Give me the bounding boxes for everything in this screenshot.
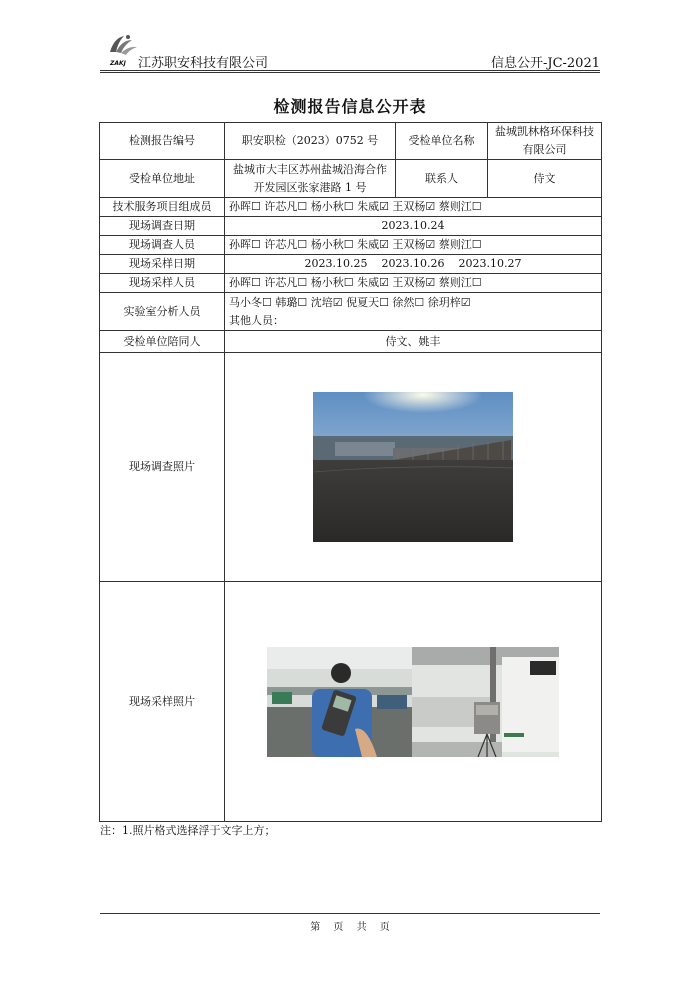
sampling-staff-value: 孙晖☐ 许芯凡☐ 杨小秋☐ 朱威☑ 王双杨☑ 蔡则江☐ (225, 274, 602, 293)
footnote: 注：1.照片格式选择浮于文字上方； (100, 824, 276, 837)
header-rule-double (100, 72, 600, 73)
page-title: 检测报告信息公开表 (273, 97, 427, 116)
lab-staff-line1: 马小冬☐ 韩璐☐ 沈培☑ 倪夏天☐ 徐然☐ 徐玥梓☑ (229, 295, 471, 309)
lab-staff-line2: 其他人员： (229, 313, 284, 327)
company-name: 江苏职安科技有限公司 (138, 56, 269, 71)
contact-value: 侍文 (488, 160, 602, 198)
lab-staff-value (225, 293, 602, 331)
tech-members-label: 技术服务项目组成员 (100, 198, 225, 217)
escort-label: 受检单位陪同人 (100, 331, 225, 353)
sampling-photo-label: 现场采样照片 (100, 582, 225, 822)
sampling-staff-label: 现场采样人员 (100, 274, 225, 293)
address-label: 受检单位地址 (100, 160, 225, 198)
page-footer: 第 页 共 页 (310, 922, 390, 933)
logo-text: ZAKJ (110, 60, 126, 67)
report-no-value: 职安职检（2023）0752 号 (225, 123, 396, 160)
sampling-date-value: 2023.10.25 2023.10.26 2023.10.27 (225, 255, 602, 274)
tech-members-value: 孙晖☐ 许芯凡☐ 杨小秋☐ 朱威☑ 王双杨☑ 蔡则江☐ (225, 198, 602, 217)
header-rule (100, 70, 600, 71)
survey-photo-label: 现场调查照片 (100, 353, 225, 582)
survey-date-value: 2023.10.24 (225, 217, 602, 236)
unit-name-label: 受检单位名称 (396, 123, 488, 160)
survey-staff-value: 孙晖☐ 许芯凡☐ 杨小秋☐ 朱威☑ 王双杨☑ 蔡则江☐ (225, 236, 602, 255)
survey-staff-label: 现场调查人员 (100, 236, 225, 255)
escort-value: 侍文、姚丰 (225, 331, 602, 353)
sampling-photo-1 (267, 647, 412, 757)
page-header (100, 38, 600, 70)
sampling-date-label: 现场采样日期 (100, 255, 225, 274)
sampling-photo-cell (225, 582, 602, 822)
document-code: 信息公开-JC-2021 (490, 56, 600, 71)
site-survey-photo (313, 392, 513, 542)
footer-rule (100, 913, 600, 914)
address-value: 盐城市大丰区苏州盐城沿海合作开发园区张家港路 1 号 (225, 160, 396, 198)
survey-date-label: 现场调查日期 (100, 217, 225, 236)
contact-label: 联系人 (396, 160, 488, 198)
survey-photo-cell (225, 353, 602, 582)
sampling-photo-2 (412, 647, 559, 757)
report-no-label: 检测报告编号 (100, 123, 225, 160)
unit-name-value: 盐城凯林格环保科技有限公司 (488, 123, 602, 160)
lab-staff-label: 实验室分析人员 (100, 293, 225, 331)
sampling-photo-group (229, 647, 597, 757)
info-table (99, 122, 602, 822)
